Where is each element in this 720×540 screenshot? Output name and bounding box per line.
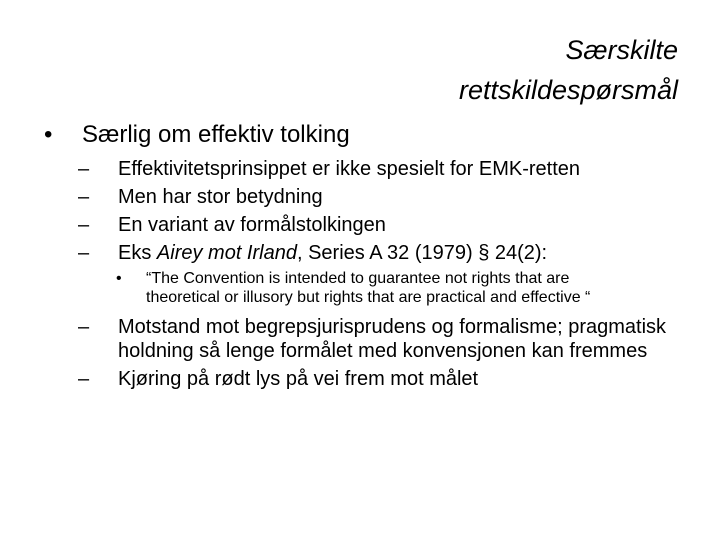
sub-item-3-text: En variant av formålstolkingen: [118, 214, 386, 236]
dash-marker: –: [78, 158, 90, 180]
sub-item-1: [44, 157, 684, 181]
dash-marker: –: [78, 316, 90, 338]
dash-marker: –: [78, 186, 90, 208]
sub-item-3: [44, 213, 684, 237]
sub-item-2-text: Men har stor betydning: [118, 186, 323, 208]
sub-item-1-text: Effektivitetsprinsippet er ikke spesielt for EMK-retten: [118, 158, 581, 180]
quote-bullet-marker: •: [116, 270, 122, 287]
dash-marker: –: [78, 242, 90, 264]
main-bullet-text: Særlig om effektiv tolking: [82, 121, 350, 148]
sub-item-4-suffix: , Series A 32 (1979) § 24(2):: [296, 242, 548, 264]
main-bullet: [44, 120, 684, 150]
quote-item: [44, 269, 636, 307]
slide-title-line1: Særskilte: [565, 35, 678, 65]
case-name: Airey mot Irland: [156, 242, 297, 264]
sub-item-4: [44, 241, 684, 265]
slide-title-line2: rettskildespørsmål: [458, 75, 678, 105]
sub-item-6-text: Kjøring på rødt lys på vei frem mot målet: [118, 368, 479, 390]
slide-body: [44, 120, 684, 395]
quote-text: “The Convention is intended to guarantee not rights that are theoretical or illusory but rights that are practical and effective “: [146, 270, 591, 306]
sub-item-2: [44, 185, 684, 209]
slide-title: [118, 30, 678, 110]
sub-item-4-prefix: Eks: [118, 242, 157, 264]
dash-marker: –: [78, 368, 90, 390]
sub-item-5-text: Motstand mot begrepsjurisprudens og formalisme; pragmatisk holdning så lenge formålet med konvensjonen kan fremmes: [118, 316, 667, 362]
bullet-marker: •: [44, 121, 53, 148]
sub-item-5: [44, 315, 678, 363]
dash-marker: –: [78, 214, 90, 236]
sub-item-6: [44, 367, 684, 391]
